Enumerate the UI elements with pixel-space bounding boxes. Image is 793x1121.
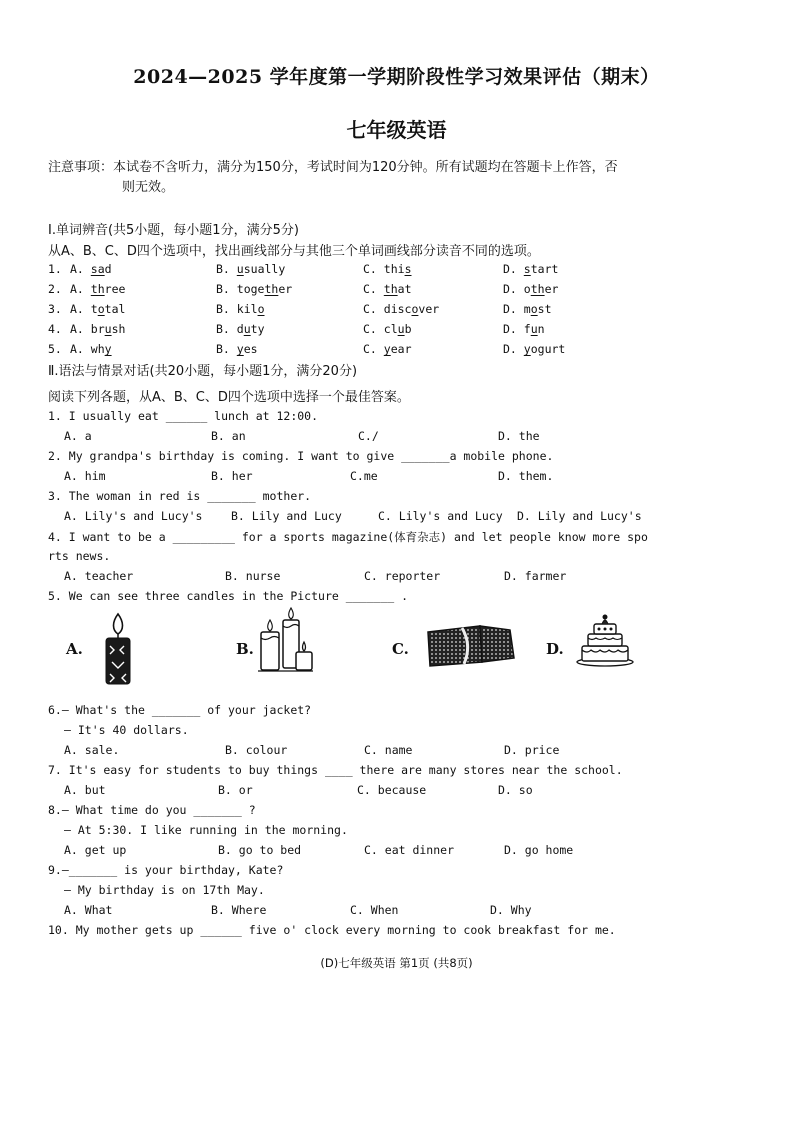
word-part: ty bbox=[250, 322, 265, 336]
notice bbox=[48, 158, 688, 198]
q8-option-a: A. get up bbox=[64, 843, 127, 857]
word-part: t bbox=[90, 302, 98, 316]
word-part: b bbox=[404, 322, 412, 336]
section-1-instruction: 从A、B、C、D四个选项中，找出画线部分与其他三个单词画线部分读音不同的选项。 bbox=[48, 244, 540, 259]
word-part: toge bbox=[236, 282, 265, 296]
q5-stem: 5. We can see three candles in the Picture _______ . bbox=[48, 589, 409, 603]
q6-stem: 6.— What's the _______ of your jacket? bbox=[48, 703, 312, 717]
q2-option-b: B. her bbox=[211, 469, 253, 483]
word-question-4-option-c bbox=[363, 322, 412, 336]
word-question-4-option-a bbox=[70, 322, 125, 336]
q6-option-a: A. sale. bbox=[64, 743, 120, 757]
option-letter: C. bbox=[363, 262, 384, 276]
word-part: tart bbox=[530, 262, 559, 276]
q8-option-d: D. go home bbox=[504, 843, 574, 857]
option-letter: D. bbox=[503, 282, 524, 296]
underlined-part: u bbox=[243, 322, 251, 336]
word-question-2-number: 2. bbox=[48, 282, 62, 296]
word-part: st bbox=[537, 302, 552, 316]
q9-reply: — My birthday is on 17th May. bbox=[64, 883, 265, 897]
q1-option-d: D. the bbox=[498, 429, 540, 443]
underlined-part: sa bbox=[90, 262, 105, 276]
word-question-1-number: 1. bbox=[48, 262, 62, 276]
word-part: thi bbox=[383, 262, 405, 276]
word-part: n bbox=[537, 322, 545, 336]
option-letter: A. bbox=[70, 322, 91, 336]
option-letter: D. bbox=[503, 342, 524, 356]
q9-option-a: A. What bbox=[64, 903, 113, 917]
q5-option-c-label: C. bbox=[392, 640, 409, 658]
q4-stem-line-2: rts news. bbox=[48, 549, 111, 563]
word-question-1-option-a bbox=[70, 262, 112, 276]
option-letter: C. bbox=[363, 282, 384, 296]
section-2-heading: Ⅱ.语法与情景对话(共20小题，每小题1分，满分20分) bbox=[48, 364, 358, 379]
q3-option-a: A. Lily's and Lucy's bbox=[64, 509, 203, 523]
q4-option-b: B. nurse bbox=[225, 569, 281, 583]
blanket-image bbox=[422, 620, 518, 670]
option-letter: C. bbox=[363, 302, 384, 316]
word-question-4-option-b bbox=[216, 322, 265, 336]
q1-option-a: A. a bbox=[64, 429, 92, 443]
q3-option-d: D. Lily and Lucy's bbox=[517, 509, 642, 523]
word-part: br bbox=[90, 322, 105, 336]
underlined-part: th bbox=[530, 282, 545, 296]
q8-option-b: B. go to bed bbox=[218, 843, 302, 857]
word-question-3-number: 3. bbox=[48, 302, 62, 316]
word-part: kil bbox=[236, 302, 258, 316]
single-candle-image bbox=[98, 610, 138, 688]
q1-option-c: C./ bbox=[358, 429, 379, 443]
word-part: f bbox=[523, 322, 531, 336]
q2-option-a: A. him bbox=[64, 469, 106, 483]
word-question-2-option-b bbox=[216, 282, 292, 296]
word-part: ree bbox=[104, 282, 126, 296]
option-letter: C. bbox=[363, 322, 384, 336]
q6-reply: — It's 40 dollars. bbox=[64, 723, 189, 737]
q5-option-a-label: A. bbox=[66, 640, 83, 658]
underlined-part: u bbox=[397, 322, 405, 336]
word-part: tal bbox=[104, 302, 126, 316]
q5-option-d-label: D. bbox=[546, 640, 564, 658]
word-part: o bbox=[523, 282, 531, 296]
q2-option-d: D. them. bbox=[498, 469, 554, 483]
page-footer: (D)七年级英语 第1页 (共8页) bbox=[320, 956, 473, 970]
underlined-part: o bbox=[530, 302, 538, 316]
word-question-4-number: 4. bbox=[48, 322, 62, 336]
word-question-1-option-d bbox=[503, 262, 558, 276]
q9-stem: 9.—_______ is your birthday, Kate? bbox=[48, 863, 284, 877]
word-part: cl bbox=[383, 322, 398, 336]
exam-title: 2024—2025 学年度第一学期阶段性学习效果评估（期末） bbox=[133, 66, 660, 88]
word-question-4-option-d bbox=[503, 322, 545, 336]
option-letter: A. bbox=[70, 262, 91, 276]
q9-option-d: D. Why bbox=[490, 903, 532, 917]
word-part: ver bbox=[418, 302, 440, 316]
option-letter: D. bbox=[503, 302, 524, 316]
option-letter: C. bbox=[363, 342, 384, 356]
underlined-part: y bbox=[383, 342, 391, 356]
q7-option-b: B. or bbox=[218, 783, 253, 797]
notice-line-1: 注意事项：本试卷不含听力，满分为150分，考试时间为120分钟。所有试题均在答题卡上作答，否 bbox=[48, 160, 618, 175]
q6-option-d: D. price bbox=[504, 743, 560, 757]
option-letter: A. bbox=[70, 282, 91, 296]
q1-option-b: B. an bbox=[211, 429, 246, 443]
word-part: ogurt bbox=[530, 342, 566, 356]
word-part: er bbox=[278, 282, 293, 296]
q3-option-b: B. Lily and Lucy bbox=[231, 509, 342, 523]
option-letter: B. bbox=[216, 302, 237, 316]
option-letter: B. bbox=[216, 322, 237, 336]
word-part: d bbox=[104, 262, 112, 276]
q9-option-b: B. Where bbox=[211, 903, 267, 917]
word-question-5-option-a bbox=[70, 342, 112, 356]
option-letter: A. bbox=[70, 342, 91, 356]
underlined-part: u bbox=[236, 262, 244, 276]
word-question-2-option-c bbox=[363, 282, 412, 296]
q6-option-c: C. name bbox=[364, 743, 413, 757]
word-question-5-option-b bbox=[216, 342, 258, 356]
word-part: at bbox=[397, 282, 412, 296]
q8-option-c: C. eat dinner bbox=[364, 843, 455, 857]
word-question-5-option-c bbox=[363, 342, 412, 356]
underlined-part: y bbox=[236, 342, 244, 356]
underlined-part: u bbox=[530, 322, 538, 336]
q10-stem: 10. My mother gets up ______ five o' clock every morning to cook breakfast for me. bbox=[48, 923, 616, 937]
underlined-part: o bbox=[411, 302, 419, 316]
q7-stem: 7. It's easy for students to buy things ____ there are many stores near the school. bbox=[48, 763, 623, 777]
q4-stem-line-1: 4. I want to be a _________ for a sports magazine(体育杂志) and let people know more spo bbox=[48, 530, 648, 544]
word-question-5-option-d bbox=[503, 342, 565, 356]
word-part: sh bbox=[111, 322, 126, 336]
q5-option-b-label: B. bbox=[236, 640, 254, 658]
underlined-part: y bbox=[523, 342, 531, 356]
underlined-part: th bbox=[383, 282, 398, 296]
q4-option-c: C. reporter bbox=[364, 569, 441, 583]
section-2-instruction: 阅读下列各题，从A、B、C、D四个选项中选择一个最佳答案。 bbox=[48, 390, 410, 405]
word-part: m bbox=[523, 302, 531, 316]
exam-subtitle: 七年级英语 bbox=[346, 118, 447, 142]
q7-option-c: C. because bbox=[357, 783, 427, 797]
underlined-part: y bbox=[104, 342, 112, 356]
q4-option-a: A. teacher bbox=[64, 569, 134, 583]
underlined-part: o bbox=[97, 302, 105, 316]
q7-option-d: D. so bbox=[498, 783, 533, 797]
word-part: d bbox=[236, 322, 244, 336]
word-question-2-option-d bbox=[503, 282, 558, 296]
option-letter: A. bbox=[70, 302, 91, 316]
birthday-cake-image bbox=[574, 612, 636, 668]
word-question-3-option-c bbox=[363, 302, 439, 316]
q9-option-c: C. When bbox=[350, 903, 399, 917]
q2-option-c: C.me bbox=[350, 469, 378, 483]
word-question-1-option-c bbox=[363, 262, 412, 276]
word-part: sually bbox=[243, 262, 286, 276]
option-letter: B. bbox=[216, 342, 237, 356]
option-letter: D. bbox=[503, 322, 524, 336]
three-candles-image bbox=[256, 606, 314, 674]
word-part: es bbox=[243, 342, 258, 356]
underlined-part: s bbox=[404, 262, 412, 276]
q3-option-c: C. Lily's and Lucy bbox=[378, 509, 503, 523]
underlined-part: s bbox=[523, 262, 531, 276]
underlined-part: th bbox=[264, 282, 279, 296]
section-1-heading: Ⅰ.单词辨音(共5小题，每小题1分，满分5分) bbox=[48, 223, 299, 238]
underlined-part: o bbox=[257, 302, 265, 316]
word-question-2-option-a bbox=[70, 282, 125, 296]
option-letter: B. bbox=[216, 282, 237, 296]
word-part: disc bbox=[383, 302, 412, 316]
underlined-part: u bbox=[104, 322, 112, 336]
q2-stem: 2. My grandpa's birthday is coming. I want to give _______a mobile phone. bbox=[48, 449, 554, 463]
q1-stem: 1. I usually eat ______ lunch at 12:00. bbox=[48, 409, 319, 423]
q8-stem: 8.— What time do you _______ ? bbox=[48, 803, 256, 817]
word-question-3-option-b bbox=[216, 302, 265, 316]
word-question-5-number: 5. bbox=[48, 342, 62, 356]
q6-option-b: B. colour bbox=[225, 743, 288, 757]
word-question-3-option-a bbox=[70, 302, 125, 316]
notice-line-2: 则无效。 bbox=[122, 180, 175, 195]
q7-option-a: A. but bbox=[64, 783, 106, 797]
underlined-part: th bbox=[90, 282, 105, 296]
option-letter: B. bbox=[216, 262, 237, 276]
word-question-3-option-d bbox=[503, 302, 552, 316]
q3-stem: 3. The woman in red is _______ mother. bbox=[48, 489, 312, 503]
q8-reply: — At 5:30. I like running in the morning. bbox=[64, 823, 348, 837]
word-part: ear bbox=[390, 342, 412, 356]
option-letter: D. bbox=[503, 262, 524, 276]
q4-option-d: D. farmer bbox=[504, 569, 567, 583]
word-question-1-option-b bbox=[216, 262, 285, 276]
word-part: wh bbox=[90, 342, 105, 356]
word-part: er bbox=[544, 282, 559, 296]
